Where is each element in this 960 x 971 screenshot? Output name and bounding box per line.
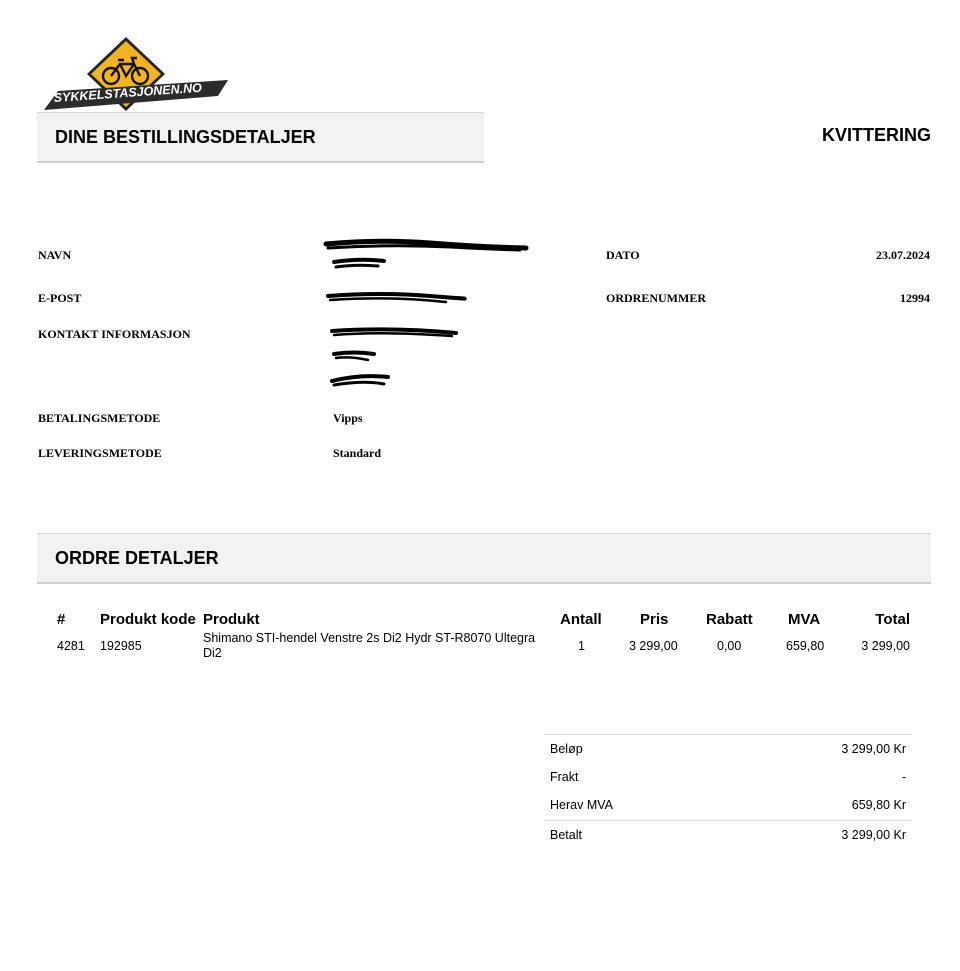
row-product-name: Shimano STI-hendel Venstre 2s Di2 Hydr ST-R8070 Ultegra Di2: [203, 631, 536, 660]
amount-label: Beløp: [550, 742, 583, 756]
col-price: Pris: [640, 611, 669, 628]
section-title: DINE BESTILLINGSDETALJER: [55, 127, 316, 147]
shipping-value: -: [901, 770, 906, 784]
receipt-title: KVITTERING: [821, 125, 931, 145]
order-number-value: 12994: [900, 291, 930, 305]
col-discount: Rabatt: [706, 611, 753, 628]
row-total: 3 299,00: [861, 639, 910, 653]
col-quantity: Antall: [560, 611, 602, 628]
row-discount: 0,00: [717, 639, 742, 653]
redacted-personal-info: [320, 236, 540, 396]
date-label: DATO: [606, 248, 640, 262]
order-number-label: ORDRENUMMER: [606, 291, 706, 305]
col-number: #: [57, 611, 66, 628]
totals-divider: [544, 820, 912, 821]
totals-top-divider: [544, 734, 912, 735]
email-label: E-POST: [38, 291, 82, 305]
amount-value: 3 299,00 Kr: [841, 742, 906, 756]
order-lines-header: [37, 533, 931, 584]
col-vat: MVA: [788, 611, 821, 628]
order-section-title: ORDRE DETALJER: [55, 548, 219, 568]
row-number: 4281: [57, 639, 85, 653]
paid-value: 3 299,00 Kr: [841, 828, 906, 842]
name-label: NAVN: [38, 248, 72, 262]
row-price: 3 299,00: [629, 639, 678, 653]
col-product-code: Produkt kode: [100, 611, 196, 628]
paid-label: Betalt: [550, 828, 582, 842]
row-vat: 659,80: [786, 639, 825, 653]
vat-included-value: 659,80 Kr: [851, 798, 906, 812]
delivery-method-label: LEVERINGSMETODE: [38, 446, 162, 460]
shipping-label: Frakt: [550, 770, 579, 784]
row-quantity: 1: [578, 639, 585, 653]
col-total: Total: [875, 611, 910, 628]
site-logo: [38, 36, 228, 114]
contact-label: KONTAKT INFORMASJON: [38, 327, 191, 341]
payment-method-label: BETALINGSMETODE: [38, 411, 161, 425]
payment-method-value: Vipps: [333, 411, 363, 425]
delivery-method-value: Standard: [333, 446, 382, 460]
order-details-header: [37, 112, 484, 163]
row-product-code: 192985: [100, 639, 142, 653]
col-product: Produkt: [203, 611, 260, 628]
vat-included-label: Herav MVA: [550, 798, 613, 812]
logo-text: SYKKELSTASJONEN.NO: [53, 80, 203, 105]
date-value: 23.07.2024: [876, 248, 930, 262]
